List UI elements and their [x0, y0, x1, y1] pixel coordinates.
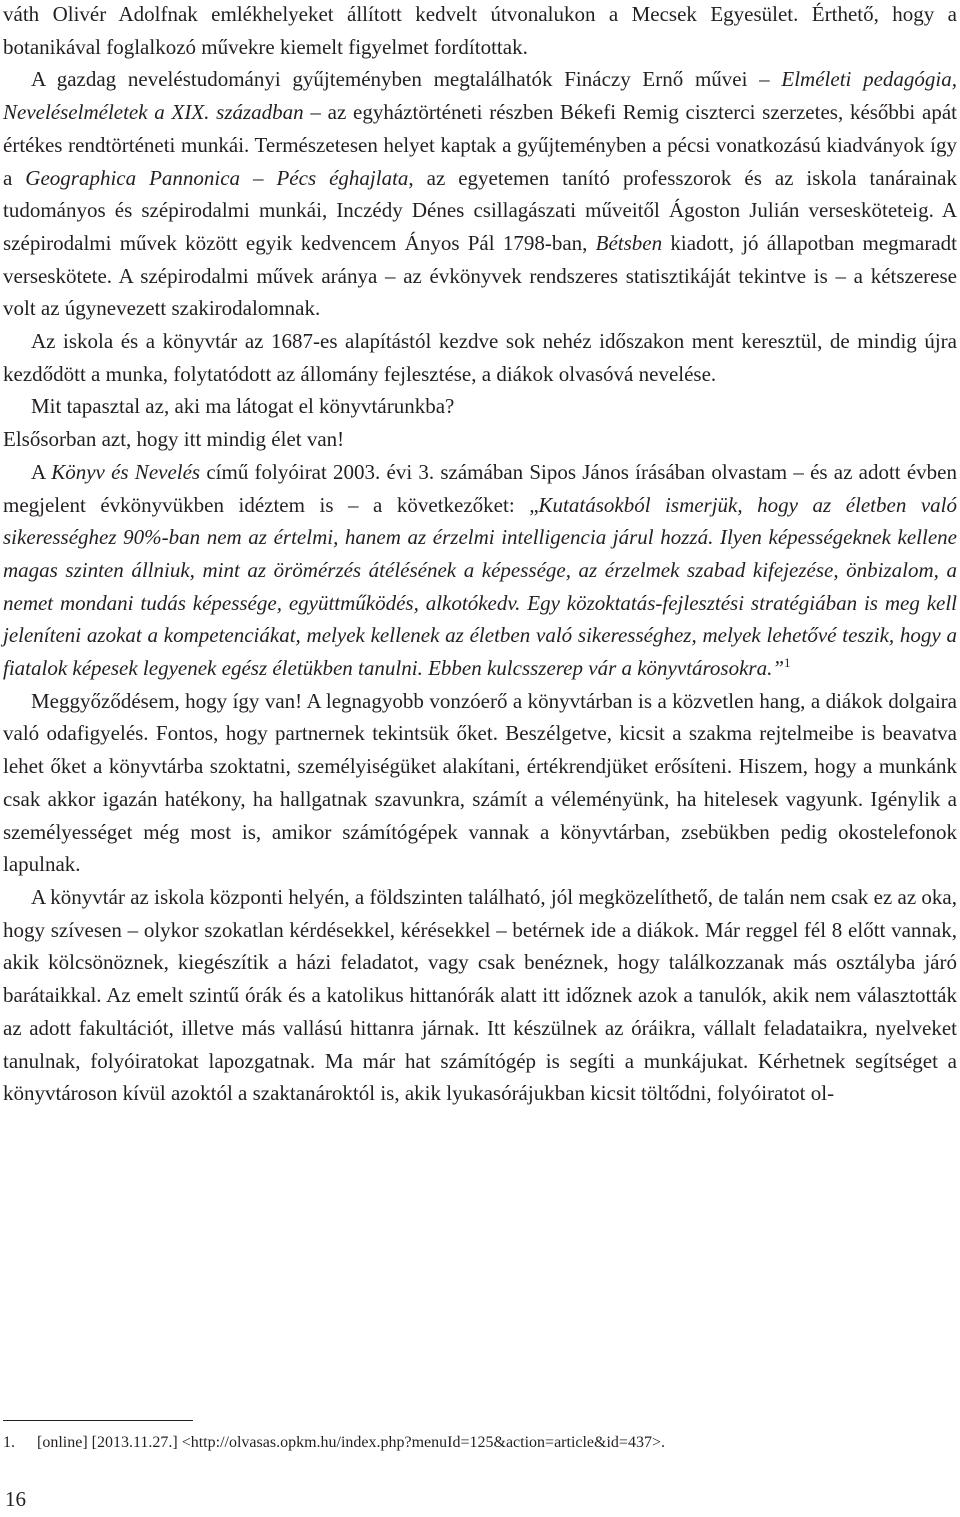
- paragraph: [3, 390, 957, 423]
- italic-text: Elméleti pedagógia, Neveléselméletek a XIX. században: [3, 67, 957, 125]
- text-run: A gazdag neveléstudományi gyűjteményben megtalálhatók Fináczy Ernő művei –: [31, 67, 782, 92]
- italic-text: Kutatásokból ismerjük, hogy az életben való sikerességhez 90%-ban nem az értelmi, hanem az érzelmi intelligencia járul hozzá. Ilyen képességeknek kellene magas szinten állniuk, mint az örömérzés átélésének a képessége, az érzelmek szabad kifejezése, önbizalom, a nemet mondani tudás képessége, együttműködés, alkotókedv. Egy közoktatás-fejlesztési stratégiában is meg kell jeleníteni azokat a kompetenciákat, melyek kellenek az életben való sikerességhez, melyek lehetővé teszik, hogy a fiatalok képesek legyenek egész életükben tanulni. Ebben kulcsszerep vár a könyvtárosokra.: [3, 492, 958, 681]
- page-body: [3, 0, 957, 1110]
- page-number: 16: [5, 1487, 26, 1511]
- text-run: Mit tapasztal az, aki ma látogat el könyvtárunkba?: [31, 394, 455, 419]
- footnote-divider: [3, 1420, 193, 1421]
- text-run: Elsősorban azt, hogy itt mindig élet van!: [3, 427, 345, 452]
- footnote: [3, 1433, 953, 1453]
- paragraph: [3, 685, 957, 881]
- paragraph: [3, 325, 957, 390]
- paragraph: [3, 881, 957, 1110]
- paragraph: [3, 456, 957, 685]
- text-run: A: [31, 459, 52, 484]
- text-run: című folyóirat 2003. évi 3. számában Sipos János írásában olvastam – és az adott évben megjelent évkönyvükben idéztem is – a következőket: „: [3, 459, 957, 517]
- text-run: A könyvtár az iskola központi helyén, a földszinten található, jól megközelíthető, de talán nem csak ez az oka, hogy szívesen – olykor szokatlan kérdésekkel, kérésekkel – betérnek ide a diákok. Már reggel fél 8 előtt vannak, akik kölcsönöznek, kiegészítik a házi feladatot, vagy csak benéznek, hogy találkozzanak más osztályba járó barátaikkal. Az emelt szintű órák és a katolikus hittanórák alatt itt időznek azok a tanulók, akik nem választották az adott fakultációt, illetve más vallású hittanra járnak. Itt készülnek az óráikra, vállalt feladataikra, nyelveket tanulnak, folyóiratokat lapozgatnak. Ma már hat számítógép is segíti a munkájukat. Kérhetnek segítséget a könyvtároson kívül azoktól a szaktanároktól is, akik lyukasórájukban kicsit töltődni, folyóiratot ol-: [3, 884, 957, 1106]
- italic-text: Könyv és Nevelés: [51, 459, 201, 484]
- paragraph: [3, 63, 957, 325]
- italic-text: Geographica Pannonica – Pécs éghajlata: [25, 165, 409, 190]
- text-run: kiadott, jó állapotban megmaradt verseskötete. A szépirodalmi művek aránya – az évkönyvek rendszeres statisztikáját tekintve is – a kétszerese volt az úgynevezett szakirodalomnak.: [3, 230, 957, 321]
- text-run: – az egyháztörténeti részben Békefi Remig ciszterci szerzetes, későbbi apát értékes rendtörténeti munkái. Természetesen helyet kaptak a gyűjteményben a pécsi vonatkozású kiadványok így a: [3, 100, 957, 190]
- text-run: Meggyőződésem, hogy így van! A legnagyobb vonzóerő a könyvtárban is a közvetlen hang, a diákok dolgaira való odafigyelés. Fontos, hogy partnernek tekintsük őket. Beszélgetve, kicsit a szakma rejtelmeibe is beavatva lehet őket a könyvtárba szoktatni, személyiségüket alakítani, értékrendjüket erősíteni. Hiszem, hogy a munkánk csak akkor igazán hatékony, ha hallgatnak szavunkra, számít a véleményünk, ha hitelesek vagyunk. Igénylik a személyességet még most is, amikor számítógépek vannak a könyvtárban, zsebükben pedig okostelefonok lapulnak.: [3, 688, 957, 877]
- text-run: Az iskola és a könyvtár az 1687-es alapítástól kezdve sok nehéz időszakon ment keresztül, de mindig újra kezdődött a munka, folytatódott az állomány fejlesztése, a diákok olvasóvá nevelése.: [3, 329, 957, 386]
- paragraph: [3, 423, 957, 456]
- footnote-number: 1.: [3, 1434, 15, 1451]
- text-run: , az egyetemen tanító professzorok és az iskola tanárainak tudományos és szépirodalmi munkái, Inczédy Dénes csillagászati műveitől Ágoston Julián versesköteteig. A szépirodalmi művek között egyik kedvencem Ányos Pál 1798-ban,: [3, 165, 957, 255]
- italic-text: ”: [772, 656, 785, 681]
- italic-text: Bétsben: [595, 230, 663, 255]
- footnote-text: [online] [2013.11.27.] <http://olvasas.opkm.hu/index.php?menuId=125&action=article&id=437>.: [37, 1434, 665, 1451]
- footnote-reference: 1: [784, 655, 791, 671]
- paragraph: [3, 0, 957, 63]
- text-run: váth Olivér Adolfnak emlékhelyeket állított kedvelt útvonalukon a Mecsek Egyesület. Érthető, hogy a botanikával foglalkozó művekre kiemelt figyelmet fordítottak.: [3, 2, 957, 59]
